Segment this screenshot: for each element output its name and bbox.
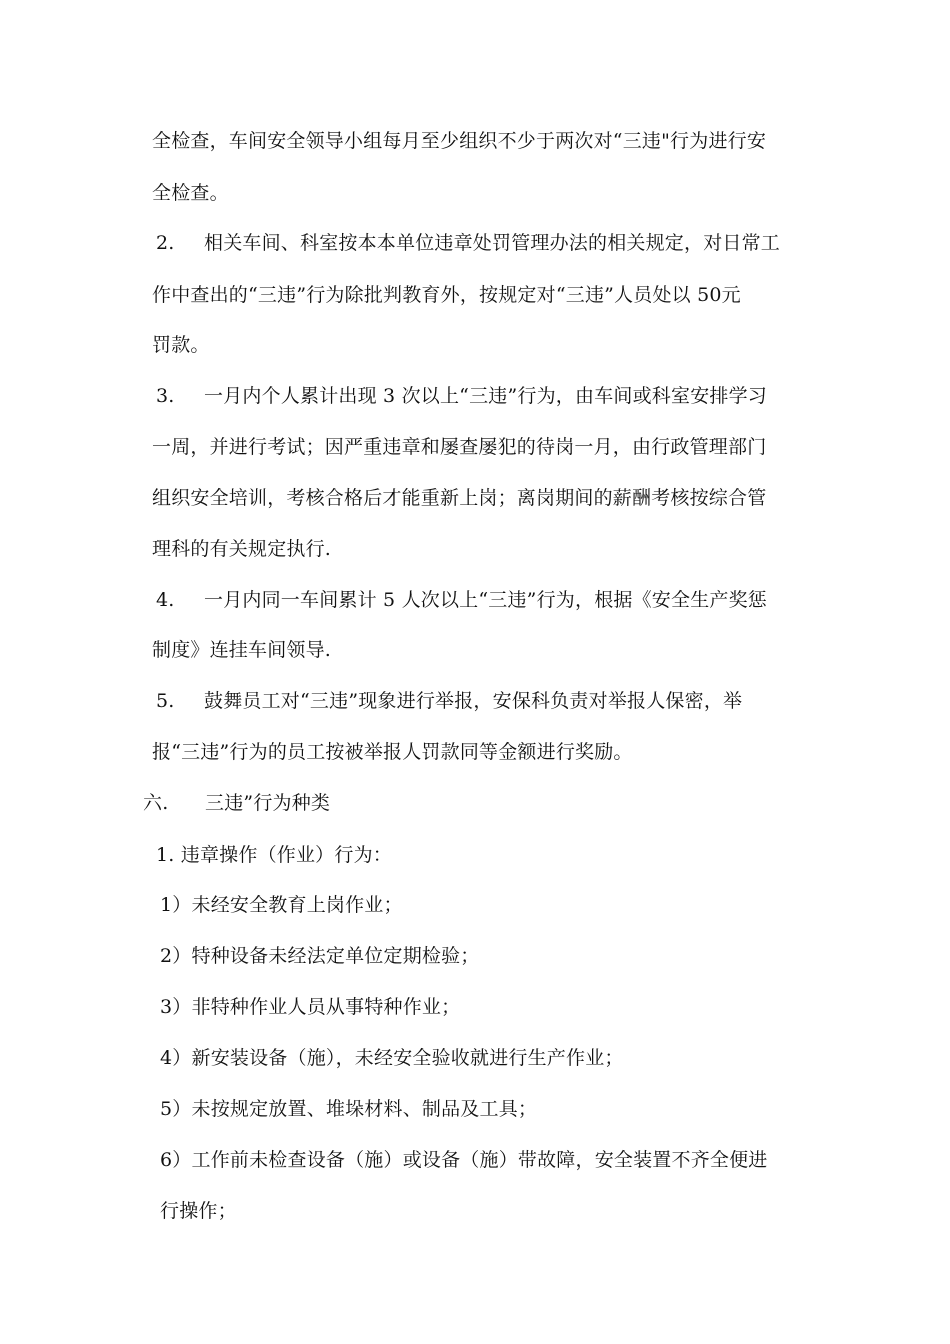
item-text: 鼓舞员工对“三违”现象进行举报，安保科负责对举报人保密，举: [204, 690, 743, 712]
item-number: 3.: [156, 385, 175, 407]
list-item: 2）特种设备未经法定单位定期检验；: [160, 945, 480, 967]
item-number: 2.: [156, 232, 175, 254]
section-title: 三违”行为种类: [205, 792, 331, 814]
item-text: 相关车间、科室按本本单位违章处罚管理办法的相关规定，对日常工: [204, 232, 781, 254]
paragraph-line: 一周，并进行考试；因严重违章和屡查屡犯的待岗一月，由行政管理部门: [152, 436, 767, 458]
paragraph-line: 制度》连挂车间领导.: [152, 639, 332, 661]
paragraph-line: 作中查出的“三违”行为除批判教育外，按规定对“三违”人员处以 50元: [152, 284, 741, 306]
paragraph-line: 全检查，车间安全领导小组每月至少组织不少于两次对“三违"行为进行安: [152, 130, 767, 152]
list-item-4: [156, 587, 767, 613]
paragraph-line: 报“三违”行为的员工按被举报人罚款同等金额进行奖励。: [152, 741, 633, 763]
paragraph-line: 理科的有关规定执行.: [152, 538, 332, 560]
paragraph-line: 罚款。: [152, 334, 210, 356]
paragraph-line: 全检查。: [152, 182, 229, 204]
item-number: 5.: [156, 690, 175, 712]
list-item-3: [156, 383, 767, 409]
subsection-heading: 1. 违章操作（作业）行为：: [156, 844, 392, 866]
paragraph-line: 组织安全培训，考核合格后才能重新上岗；离岗期间的薪酬考核按综合管: [152, 487, 767, 509]
list-item-5: [156, 688, 742, 714]
section-number: 六.: [143, 792, 169, 814]
list-item: 6）工作前未检查设备（施）或设备（施）带故障，安全装置不齐全便进: [160, 1149, 768, 1171]
section-heading: [143, 790, 330, 816]
list-item-2: [156, 230, 780, 256]
list-item: 3）非特种作业人员从事特种作业；: [160, 996, 461, 1018]
list-item: 5）未按规定放置、堆垛材料、制品及工具；: [160, 1098, 538, 1120]
list-item: 4）新安装设备（施），未经安全验收就进行生产作业；: [160, 1047, 624, 1069]
item-text: 一月内个人累计出现 3 次以上“三违”行为，由车间或科室安排学习: [204, 385, 767, 407]
list-item: 1）未经安全教育上岗作业；: [160, 894, 403, 916]
paragraph-line: 行操作；: [160, 1200, 237, 1222]
item-text: 一月内同一车间累计 5 人次以上“三违”行为，根据《安全生产奖惩: [204, 589, 767, 611]
item-number: 4.: [156, 589, 175, 611]
